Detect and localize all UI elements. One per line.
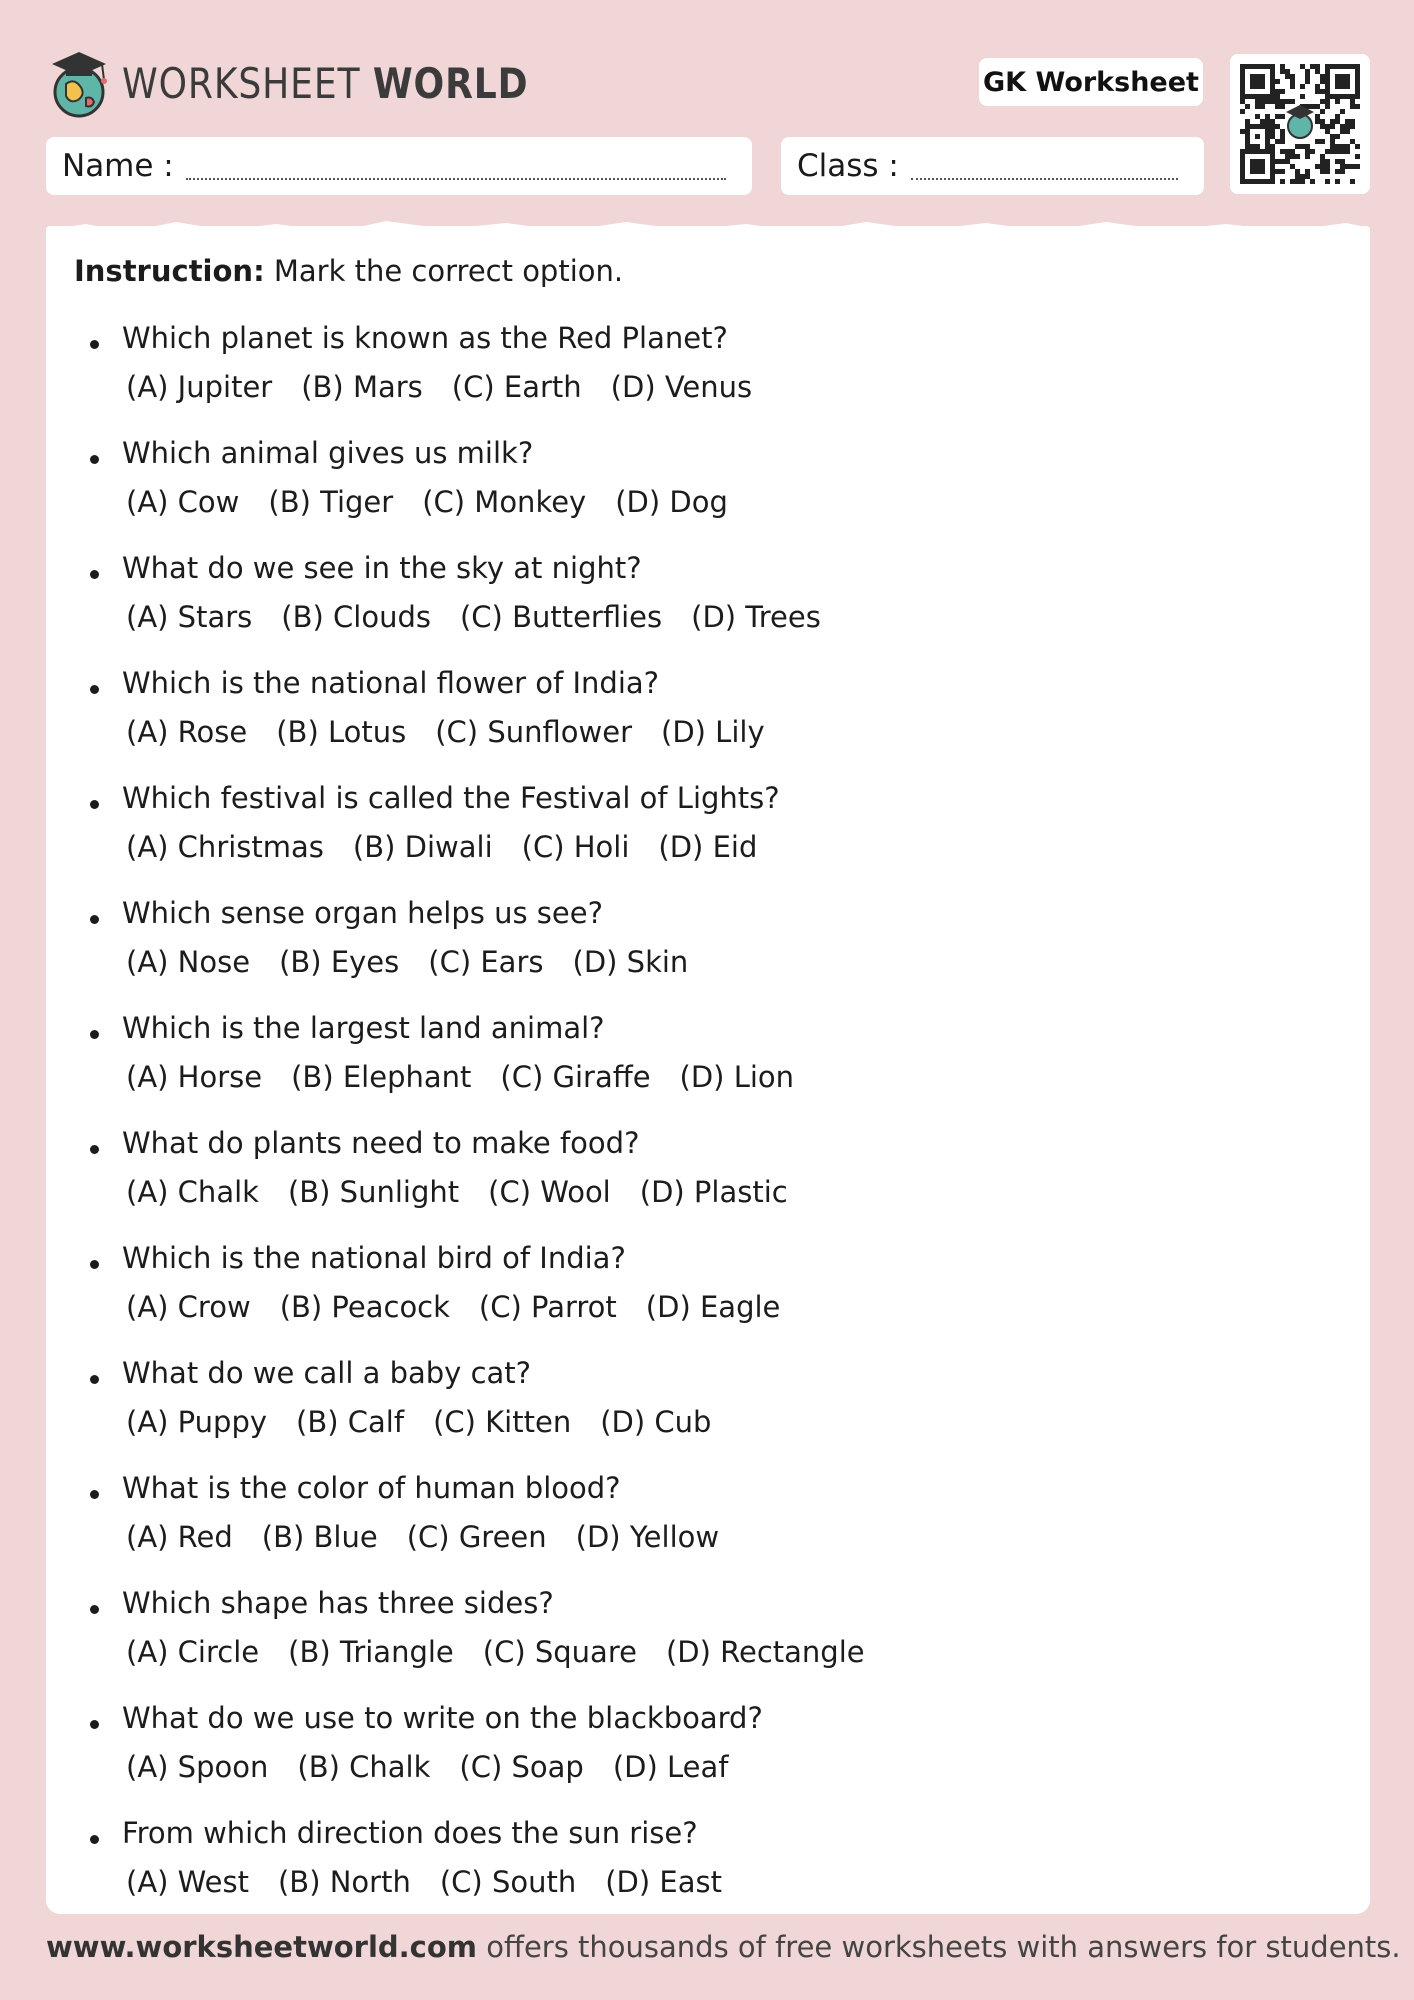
option[interactable]: (D) Venus bbox=[610, 370, 753, 404]
option[interactable]: (C) Wool bbox=[488, 1175, 611, 1209]
option[interactable]: (C) Parrot bbox=[478, 1290, 617, 1324]
instruction-text: Mark the correct option. bbox=[273, 254, 624, 288]
question-text: Which animal gives us milk? bbox=[122, 436, 534, 470]
option[interactable]: (A) Horse bbox=[126, 1060, 263, 1094]
option[interactable]: (D) Yellow bbox=[575, 1520, 720, 1554]
question-item bbox=[0, 666, 1414, 776]
option[interactable]: (B) Clouds bbox=[281, 600, 431, 634]
instruction bbox=[74, 254, 623, 288]
option[interactable]: (A) Spoon bbox=[126, 1750, 269, 1784]
options-row bbox=[126, 485, 757, 519]
option[interactable]: (C) Holi bbox=[521, 830, 630, 864]
question-item bbox=[0, 436, 1414, 546]
option[interactable]: (A) Chalk bbox=[126, 1175, 259, 1209]
option[interactable]: (B) Calf bbox=[296, 1405, 405, 1439]
option[interactable]: (B) Eyes bbox=[279, 945, 400, 979]
options-row bbox=[126, 715, 794, 749]
option[interactable]: (C) Green bbox=[406, 1520, 547, 1554]
bullet-icon bbox=[90, 1720, 99, 1729]
options-row bbox=[126, 370, 781, 404]
option[interactable]: (C) Ears bbox=[428, 945, 544, 979]
options-row bbox=[126, 1060, 823, 1094]
worksheet-type-badge: GK Worksheet bbox=[979, 58, 1203, 106]
instruction-label: Instruction: bbox=[74, 254, 265, 288]
option[interactable]: (C) Soap bbox=[459, 1750, 584, 1784]
question-item bbox=[0, 321, 1414, 431]
option[interactable]: (D) Plastic bbox=[639, 1175, 788, 1209]
question-item bbox=[0, 1586, 1414, 1696]
globe-mascot-icon bbox=[46, 46, 112, 120]
question-text: What do we use to write on the blackboard? bbox=[122, 1701, 763, 1735]
question-text: What do plants need to make food? bbox=[122, 1126, 640, 1160]
option[interactable]: (B) Triangle bbox=[288, 1635, 454, 1669]
torn-edge bbox=[46, 212, 1370, 242]
option[interactable]: (C) South bbox=[439, 1865, 577, 1899]
option[interactable]: (B) Blue bbox=[261, 1520, 378, 1554]
option[interactable]: (D) Lily bbox=[661, 715, 765, 749]
option[interactable]: (A) Christmas bbox=[126, 830, 324, 864]
footer bbox=[46, 1930, 1401, 1964]
class-label: Class : bbox=[797, 148, 899, 184]
qr-code-icon bbox=[1230, 54, 1370, 194]
question-text: Which planet is known as the Red Planet? bbox=[122, 321, 728, 355]
options-row bbox=[126, 945, 717, 979]
option[interactable]: (D) Skin bbox=[572, 945, 689, 979]
question-item bbox=[0, 1816, 1414, 1926]
question-text: What do we call a baby cat? bbox=[122, 1356, 532, 1390]
brand-bold: WORLD bbox=[372, 58, 529, 108]
option[interactable]: (B) Mars bbox=[301, 370, 423, 404]
option[interactable]: (D) Eid bbox=[658, 830, 758, 864]
bullet-icon bbox=[90, 1260, 99, 1269]
options-row bbox=[126, 1865, 751, 1899]
option[interactable]: (D) Trees bbox=[691, 600, 821, 634]
option[interactable]: (B) Chalk bbox=[297, 1750, 431, 1784]
question-item bbox=[0, 1011, 1414, 1121]
question-text: Which festival is called the Festival of Lights? bbox=[122, 781, 780, 815]
option[interactable]: (A) Circle bbox=[126, 1635, 260, 1669]
footer-url[interactable]: www.worksheetworld.com bbox=[46, 1930, 478, 1964]
qr-code bbox=[1230, 54, 1370, 194]
option[interactable]: (B) Elephant bbox=[291, 1060, 472, 1094]
options-row bbox=[126, 1290, 809, 1324]
question-item bbox=[0, 1471, 1414, 1581]
option[interactable]: (B) Sunlight bbox=[287, 1175, 460, 1209]
question-text: Which is the national bird of India? bbox=[122, 1241, 626, 1275]
bullet-icon bbox=[90, 570, 99, 579]
option[interactable]: (C) Kitten bbox=[433, 1405, 572, 1439]
option[interactable]: (B) Tiger bbox=[268, 485, 394, 519]
option[interactable]: (C) Giraffe bbox=[500, 1060, 651, 1094]
question-text: What is the color of human blood? bbox=[122, 1471, 621, 1505]
question-item bbox=[0, 551, 1414, 661]
brand-light: WORKSHEET bbox=[122, 58, 361, 108]
option[interactable]: (C) Butterflies bbox=[459, 600, 663, 634]
question-text: What do we see in the sky at night? bbox=[122, 551, 642, 585]
footer-text: offers thousands of free worksheets with answers for students. bbox=[477, 1930, 1401, 1964]
option[interactable]: (A) West bbox=[126, 1865, 249, 1899]
question-text: Which is the national flower of India? bbox=[122, 666, 660, 700]
name-field[interactable] bbox=[46, 137, 752, 195]
option[interactable]: (D) Rectangle bbox=[665, 1635, 865, 1669]
option[interactable]: (D) Lion bbox=[679, 1060, 795, 1094]
options-row bbox=[126, 1750, 757, 1784]
option[interactable]: (C) Monkey bbox=[422, 485, 587, 519]
bullet-icon bbox=[90, 685, 99, 694]
option[interactable]: (A) Nose bbox=[126, 945, 251, 979]
option[interactable]: (A) Jupiter bbox=[126, 370, 273, 404]
question-item bbox=[0, 1701, 1414, 1811]
question-text: Which is the largest land animal? bbox=[122, 1011, 605, 1045]
name-label: Name : bbox=[62, 148, 174, 184]
options-row bbox=[126, 600, 850, 634]
option[interactable]: (D) East bbox=[605, 1865, 722, 1899]
option[interactable]: (B) North bbox=[277, 1865, 411, 1899]
option[interactable]: (A) Red bbox=[126, 1520, 233, 1554]
bullet-icon bbox=[90, 800, 99, 809]
option[interactable]: (D) Dog bbox=[615, 485, 728, 519]
option[interactable]: (A) Rose bbox=[126, 715, 248, 749]
bullet-icon bbox=[90, 1375, 99, 1384]
bullet-icon bbox=[90, 1835, 99, 1844]
question-item bbox=[0, 781, 1414, 891]
option[interactable]: (C) Square bbox=[482, 1635, 637, 1669]
option[interactable]: (D) Leaf bbox=[612, 1750, 729, 1784]
option[interactable]: (C) Earth bbox=[451, 370, 582, 404]
options-row bbox=[126, 1635, 894, 1669]
class-field[interactable] bbox=[781, 137, 1204, 195]
question-item bbox=[0, 896, 1414, 1006]
class-line[interactable] bbox=[911, 152, 1178, 180]
option[interactable]: (A) Crow bbox=[126, 1290, 251, 1324]
option[interactable]: (B) Diwali bbox=[352, 830, 493, 864]
option[interactable]: (A) Puppy bbox=[126, 1405, 268, 1439]
option[interactable]: (D) Cub bbox=[600, 1405, 712, 1439]
logo bbox=[46, 46, 595, 120]
question-text: From which direction does the sun rise? bbox=[122, 1816, 698, 1850]
option[interactable]: (B) Lotus bbox=[276, 715, 407, 749]
bullet-icon bbox=[90, 1145, 99, 1154]
options-row bbox=[126, 1520, 748, 1554]
brand-name bbox=[122, 59, 528, 108]
options-row bbox=[126, 1175, 817, 1209]
bullet-icon bbox=[90, 1605, 99, 1614]
question-item bbox=[0, 1356, 1414, 1466]
question-item bbox=[0, 1241, 1414, 1351]
option[interactable]: (C) Sunflower bbox=[435, 715, 632, 749]
bullet-icon bbox=[90, 455, 99, 464]
question-text: Which sense organ helps us see? bbox=[122, 896, 603, 930]
option[interactable]: (A) Cow bbox=[126, 485, 240, 519]
option[interactable]: (B) Peacock bbox=[279, 1290, 450, 1324]
options-row bbox=[126, 1405, 740, 1439]
bullet-icon bbox=[90, 915, 99, 924]
question-item bbox=[0, 1126, 1414, 1236]
option[interactable]: (A) Stars bbox=[126, 600, 253, 634]
bullet-icon bbox=[90, 1490, 99, 1499]
bullet-icon bbox=[90, 1030, 99, 1039]
name-line[interactable] bbox=[186, 152, 726, 180]
options-row bbox=[126, 830, 786, 864]
question-text: Which shape has three sides? bbox=[122, 1586, 554, 1620]
bullet-icon bbox=[90, 340, 99, 349]
option[interactable]: (D) Eagle bbox=[645, 1290, 781, 1324]
